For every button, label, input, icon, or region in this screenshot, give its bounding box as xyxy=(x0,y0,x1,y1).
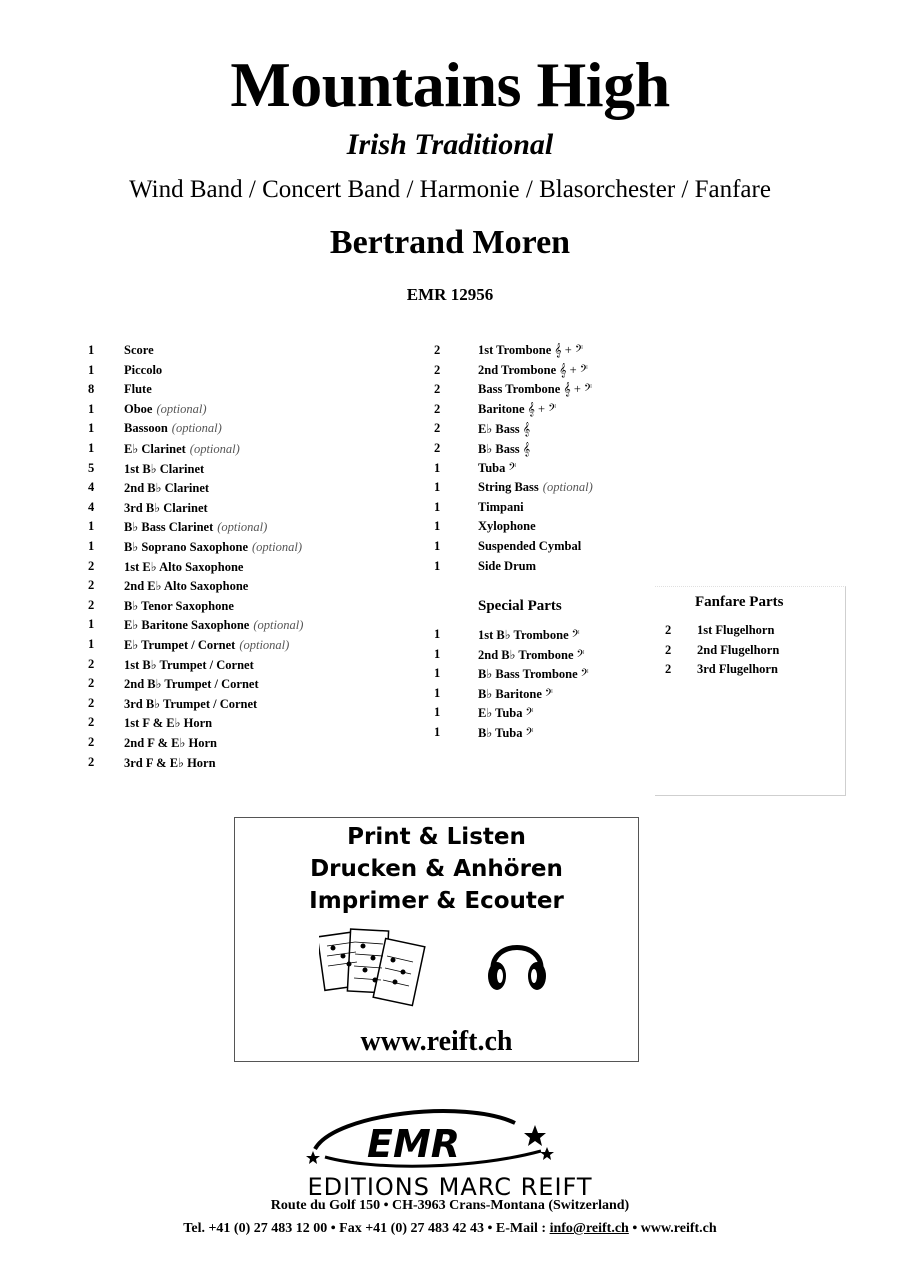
part-quantity: 5 xyxy=(88,460,95,475)
part-name-wrap xyxy=(478,686,553,702)
part-name-wrap xyxy=(478,666,589,682)
part-quantity: 1 xyxy=(88,343,95,357)
clef-icon: 𝄢 xyxy=(525,726,534,740)
promo-url[interactable]: www.reift.ch xyxy=(360,1026,513,1057)
part-quantity: 1 xyxy=(434,646,441,661)
part-name: 3rd F & E♭ Horn xyxy=(124,755,216,770)
part-name: B♭ Bass xyxy=(478,442,520,456)
part-quantity: 1 xyxy=(434,460,441,475)
part-name: E♭ Clarinet xyxy=(124,442,186,456)
part-name: B♭ Bass Clarinet xyxy=(124,520,214,535)
part-name: 2nd B♭ Trumpet / Cornet xyxy=(124,677,259,692)
part-name-wrap xyxy=(124,755,216,771)
part-name-wrap xyxy=(124,441,240,457)
part-quantity: 2 xyxy=(88,735,95,749)
part-name: Timpani xyxy=(478,499,524,514)
optional-note: (optional) xyxy=(239,638,290,652)
part-quantity: 2 xyxy=(88,558,95,573)
clef-icon: 𝄢 xyxy=(525,706,534,721)
part-quantity: 2 xyxy=(88,676,95,691)
part-name-wrap xyxy=(124,480,209,496)
part-quantity: 2 xyxy=(434,401,441,416)
emr-logo-text: EMR xyxy=(367,1122,461,1166)
publisher-contact xyxy=(0,1221,900,1237)
part-name: String Bass xyxy=(478,480,539,495)
part-name-wrap xyxy=(124,402,206,417)
part-name-wrap xyxy=(124,421,222,436)
part-quantity: 2 xyxy=(434,343,441,357)
clef-icon: 𝄞 + 𝄢 xyxy=(559,362,588,377)
clef-icon: 𝄢 xyxy=(571,628,580,642)
part-name-wrap xyxy=(697,623,774,638)
promo-line-fr: Imprimer & Ecouter xyxy=(309,888,564,914)
part-quantity: 2 xyxy=(88,754,95,769)
optional-note: (optional) xyxy=(189,442,240,456)
contact-website: • www.reift.ch xyxy=(628,1221,717,1236)
part-name-wrap xyxy=(124,657,254,673)
part-name: Oboe xyxy=(124,401,153,416)
clef-icon: 𝄢 xyxy=(508,460,517,475)
optional-note: (optional) xyxy=(171,421,222,436)
promo-line-de: Drucken & Anhören xyxy=(310,856,563,882)
part-name-wrap xyxy=(478,519,536,534)
part-quantity: 1 xyxy=(434,558,441,573)
part-quantity: 1 xyxy=(434,666,441,681)
contact-phone-fax: Tel. +41 (0) 27 483 12 00 • Fax +41 (0) 27 483 42 43 • E-Mail : xyxy=(183,1221,550,1236)
part-quantity: 1 xyxy=(434,499,441,514)
part-quantity: 2 xyxy=(88,656,95,671)
part-quantity: 1 xyxy=(434,627,441,641)
part-name-wrap xyxy=(697,643,779,658)
clef-icon: 𝄢 xyxy=(576,647,585,662)
part-quantity: 2 xyxy=(88,578,95,593)
part-quantity: 1 xyxy=(434,705,441,720)
part-name: Bass Trombone xyxy=(478,382,561,397)
part-name: E♭ Tuba xyxy=(478,706,523,721)
part-name-wrap xyxy=(124,696,257,712)
part-name-wrap xyxy=(478,421,530,437)
clef-icon: 𝄢 xyxy=(544,686,553,701)
print-listen-box xyxy=(234,817,639,1062)
part-quantity: 2 xyxy=(665,623,672,637)
part-quantity: 1 xyxy=(88,519,95,534)
part-name-wrap xyxy=(124,676,259,692)
clef-icon: 𝄞 + 𝄢 xyxy=(563,382,593,397)
part-name-wrap xyxy=(124,578,248,594)
part-quantity: 1 xyxy=(88,421,95,436)
part-name-wrap xyxy=(478,343,583,358)
part-quantity: 2 xyxy=(88,715,95,730)
headphones-icon xyxy=(485,926,549,996)
part-name-wrap xyxy=(478,382,592,397)
part-name-wrap xyxy=(124,363,162,378)
composer-name: Bertrand Moren xyxy=(329,224,571,261)
part-quantity: 1 xyxy=(88,362,95,377)
optional-note: (optional) xyxy=(217,520,268,535)
part-name: B♭ Soprano Saxophone xyxy=(124,540,248,554)
part-name-wrap xyxy=(478,461,516,476)
part-quantity: 1 xyxy=(434,685,441,700)
fanfare-parts-heading: Fanfare Parts xyxy=(695,594,784,610)
part-quantity: 2 xyxy=(665,642,672,657)
part-name: Piccolo xyxy=(124,362,163,377)
sheet-music-icon xyxy=(319,926,427,1010)
subtitle: Irish Traditional xyxy=(346,128,554,161)
part-name: Tuba xyxy=(478,460,506,475)
optional-note: (optional) xyxy=(252,540,302,554)
part-name-wrap xyxy=(478,402,556,417)
part-name: Side Drum xyxy=(478,558,536,573)
part-quantity: 1 xyxy=(88,637,95,651)
part-name-wrap xyxy=(124,735,217,751)
part-name: B♭ Bass Trombone xyxy=(478,667,578,682)
part-name-wrap xyxy=(124,715,212,731)
part-quantity: 2 xyxy=(88,597,95,612)
part-quantity: 4 xyxy=(88,480,95,495)
part-name-wrap xyxy=(478,559,536,574)
part-name: 1st E♭ Alto Saxophone xyxy=(124,559,244,574)
part-name: Baritone xyxy=(478,401,525,416)
part-name-wrap xyxy=(124,519,267,535)
part-quantity: 1 xyxy=(88,401,95,416)
part-name: 2nd B♭ Trombone xyxy=(478,647,574,662)
part-quantity: 1 xyxy=(88,617,95,632)
part-quantity: 2 xyxy=(88,695,95,710)
part-name-wrap xyxy=(478,627,580,643)
part-name: Score xyxy=(124,343,154,357)
part-quantity: 1 xyxy=(434,725,441,739)
part-name: B♭ Tuba xyxy=(478,726,523,740)
part-quantity: 2 xyxy=(434,362,441,377)
ensemble-line: Wind Band / Concert Band / Harmonie / Blasorchester / Fanfare xyxy=(129,176,771,203)
part-name-wrap xyxy=(124,539,302,555)
part-name: 2nd Trombone xyxy=(478,362,557,377)
part-name: Suspended Cymbal xyxy=(478,539,582,553)
part-quantity: 1 xyxy=(88,441,95,455)
part-quantity: 1 xyxy=(434,480,441,495)
clef-icon: 𝄞 xyxy=(522,442,531,456)
part-quantity: 4 xyxy=(88,499,95,514)
part-name: 1st B♭ Clarinet xyxy=(124,461,205,476)
part-quantity: 1 xyxy=(88,539,95,553)
part-name-wrap xyxy=(478,363,588,378)
part-name: 3rd Flugelhorn xyxy=(697,662,778,677)
email-link[interactable]: info@reift.ch xyxy=(549,1221,629,1236)
part-name: 1st B♭ Trumpet / Cornet xyxy=(124,657,254,672)
clef-icon: 𝄞 xyxy=(522,422,531,437)
publisher-address: Route du Golf 150 • CH-3963 Crans-Montana (Switzerland) xyxy=(270,1198,630,1213)
clef-icon: 𝄞 + 𝄢 xyxy=(527,401,557,416)
part-name: 2nd E♭ Alto Saxophone xyxy=(124,579,249,594)
promo-line-en: Print & Listen xyxy=(347,824,526,850)
part-name-wrap xyxy=(124,559,243,575)
part-name-wrap xyxy=(478,441,530,457)
part-name: Bassoon xyxy=(124,421,168,436)
catalog-number: EMR 12956 xyxy=(406,285,494,304)
part-name-wrap xyxy=(478,500,524,515)
special-parts-heading: Special Parts xyxy=(478,598,562,614)
optional-note: (optional) xyxy=(542,480,593,495)
part-name: E♭ Bass xyxy=(478,422,520,437)
emr-logo xyxy=(305,1105,555,1177)
part-name-wrap xyxy=(124,500,208,516)
part-quantity: 2 xyxy=(434,421,441,436)
part-name-wrap xyxy=(124,382,152,397)
part-name: E♭ Baritone Saxophone xyxy=(124,618,250,633)
part-name-wrap xyxy=(697,662,778,677)
part-name-wrap xyxy=(124,598,234,614)
part-name: 1st F & E♭ Horn xyxy=(124,716,213,731)
part-name: 3rd B♭ Trumpet / Cornet xyxy=(124,696,258,711)
clef-icon: 𝄢 xyxy=(580,667,589,682)
part-name: 2nd Flugelhorn xyxy=(697,642,780,657)
part-name: 1st Trombone xyxy=(478,343,552,357)
part-name: Flute xyxy=(124,382,152,397)
part-quantity: 2 xyxy=(434,441,441,455)
part-name-wrap xyxy=(478,480,593,495)
part-name: 3rd B♭ Clarinet xyxy=(124,500,208,515)
part-name: 1st B♭ Trombone xyxy=(478,628,569,642)
part-name: 1st Flugelhorn xyxy=(697,623,775,637)
optional-note: (optional) xyxy=(156,401,207,416)
part-quantity: 8 xyxy=(88,382,95,397)
part-name-wrap xyxy=(124,343,154,358)
part-quantity: 1 xyxy=(434,539,441,553)
part-name-wrap xyxy=(478,539,581,554)
part-name: B♭ Baritone xyxy=(478,686,542,701)
part-name: Xylophone xyxy=(478,519,536,534)
part-name-wrap xyxy=(124,637,289,653)
part-name: E♭ Trumpet / Cornet xyxy=(124,638,236,652)
optional-note: (optional) xyxy=(253,618,304,633)
part-name-wrap xyxy=(478,705,534,721)
part-quantity: 2 xyxy=(434,382,441,397)
part-name: 2nd B♭ Clarinet xyxy=(124,481,210,496)
page-title: Mountains High xyxy=(230,49,670,120)
publisher-name: EDITIONS MARC REIFT xyxy=(307,1173,593,1201)
part-name-wrap xyxy=(124,461,204,477)
part-quantity: 2 xyxy=(665,662,672,677)
part-name-wrap xyxy=(124,617,303,633)
part-quantity: 1 xyxy=(434,519,441,534)
part-name-wrap xyxy=(478,725,534,741)
fanfare-parts-box xyxy=(655,586,846,796)
part-name: 2nd F & E♭ Horn xyxy=(124,736,217,750)
clef-icon: 𝄞 + 𝄢 xyxy=(554,343,584,357)
part-name: B♭ Tenor Saxophone xyxy=(124,598,234,613)
part-name-wrap xyxy=(478,647,585,663)
